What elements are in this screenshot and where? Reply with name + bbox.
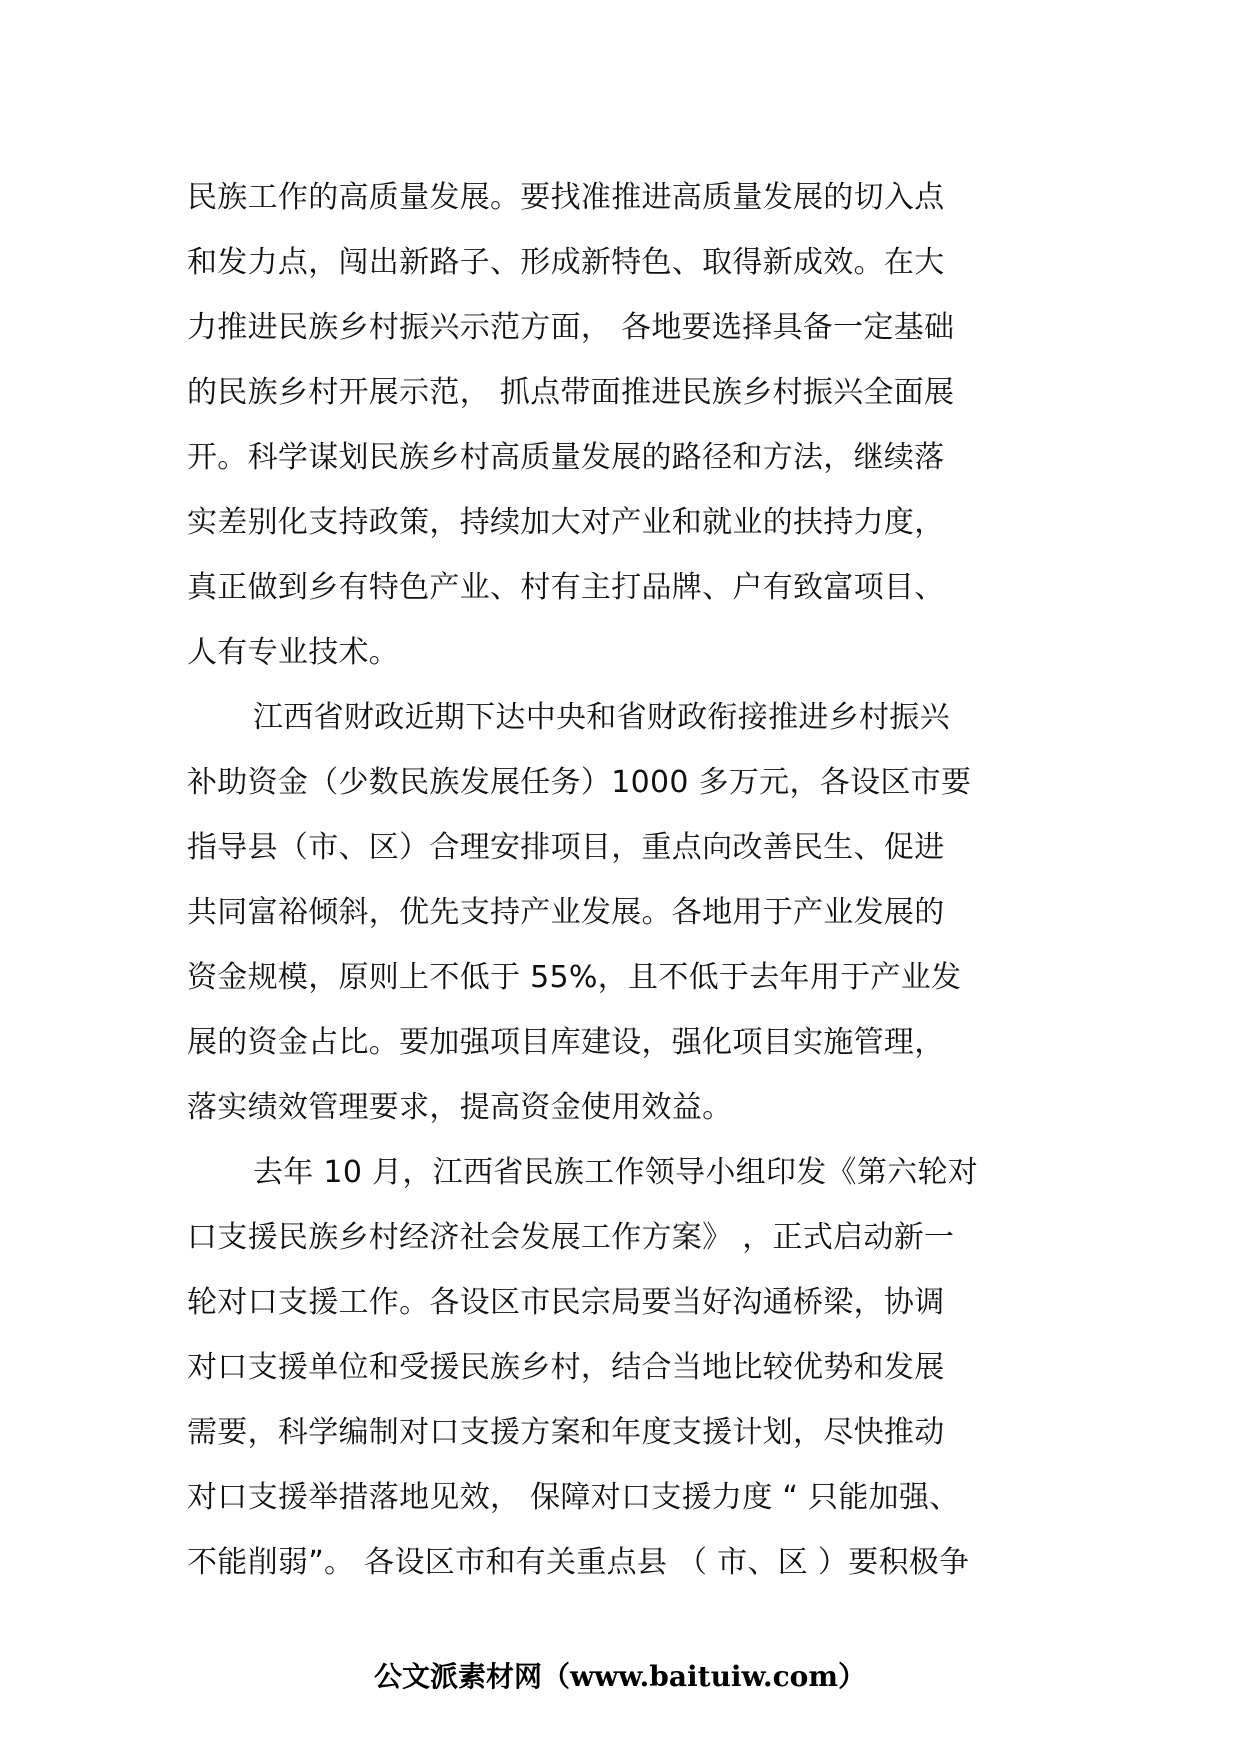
text-line: 民族工作的高质量发展。要找准推进高质量发展的切入点 bbox=[187, 180, 945, 215]
paragraph-first-line: 去年 10 月，江西省民族工作领导小组印发《第六轮对 bbox=[253, 1155, 979, 1190]
text-line: 和发力点，闯出新路子、形成新特色、取得新成效。在大 bbox=[187, 245, 945, 280]
text-line: 力推进民族乡村振兴示范方面， 各地要选择具备一定基础 bbox=[187, 310, 955, 345]
text-line: 展的资金占比。要加强项目库建设，强化项目实施管理， bbox=[187, 1025, 945, 1060]
text-line: 开。科学谋划民族乡村高质量发展的路径和方法，继续落 bbox=[187, 440, 945, 475]
text-line: 落实绩效管理要求，提高资金使用效益。 bbox=[187, 1090, 733, 1125]
text-line: 人有专业技术。 bbox=[187, 635, 400, 670]
text-line: 轮对口支援工作。各设区市民宗局要当好沟通桥梁，协调 bbox=[187, 1285, 945, 1320]
text-line: 共同富裕倾斜，优先支持产业发展。各地用于产业发展的 bbox=[187, 895, 945, 930]
text-line: 补助资金（少数民族发展任务）1000 多万元，各设区市要 bbox=[187, 765, 972, 800]
text-line: 需要，科学编制对口支援方案和年度支援计划，尽快推动 bbox=[187, 1415, 945, 1450]
paragraph-first-line: 江西省财政近期下达中央和省财政衔接推进乡村振兴 bbox=[253, 700, 950, 735]
text-line: 实差别化支持政策，持续加大对产业和就业的扶持力度， bbox=[187, 505, 945, 540]
text-line: 口支援民族乡村经济社会发展工作方案》 ，正式启动新一 bbox=[187, 1220, 955, 1255]
text-line: 的民族乡村开展示范， 抓点带面推进民族乡村振兴全面展 bbox=[187, 375, 955, 410]
document-body bbox=[187, 165, 1067, 1595]
text-line: 对口支援举措落地见效， 保障对口支援力度 “ 只能加强、 bbox=[187, 1480, 960, 1515]
text-line: 不能削弱”。 各设区市和有关重点县 （ 市、区 ）要积极争 bbox=[187, 1545, 970, 1580]
text-line: 指导县（市、区）合理安排项目，重点向改善民生、促进 bbox=[187, 830, 945, 865]
footer-source-label: 公文派素材网（www.baituiw.com） bbox=[374, 1660, 866, 1693]
text-line: 真正做到乡有特色产业、村有主打品牌、户有致富项目、 bbox=[187, 570, 945, 605]
text-line: 资金规模，原则上不低于 55%，且不低于去年用于产业发 bbox=[187, 960, 962, 995]
text-line: 对口支援单位和受援民族乡村，结合当地比较优势和发展 bbox=[187, 1350, 945, 1385]
